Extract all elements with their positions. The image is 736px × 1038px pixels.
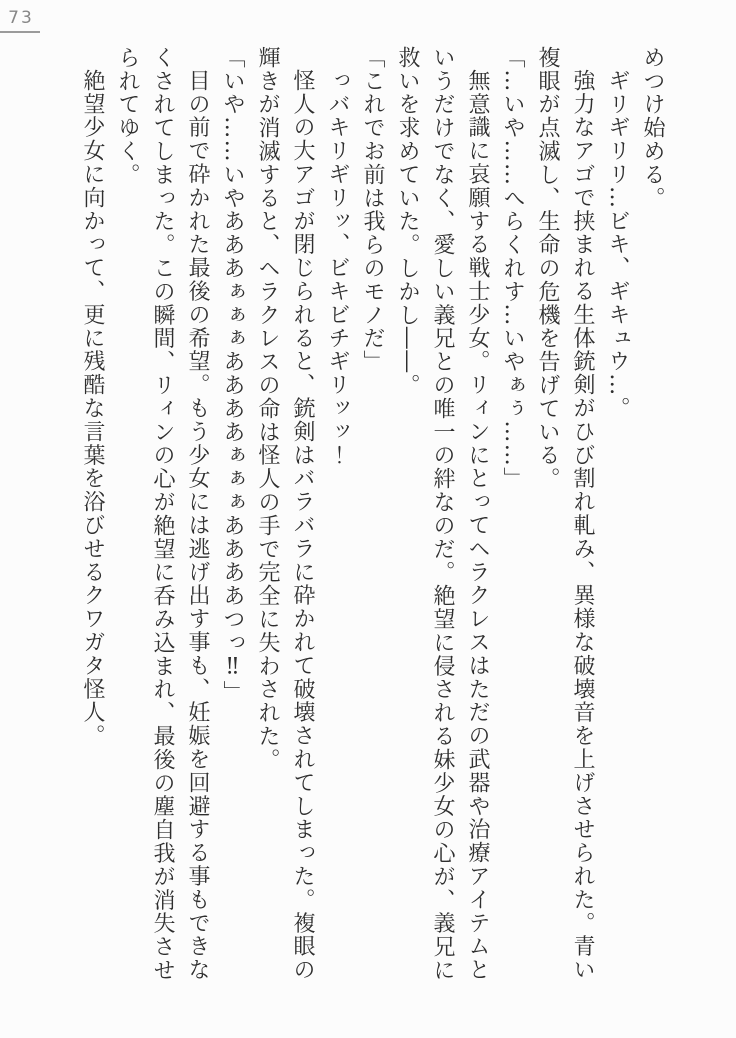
body-text	[75, 46, 670, 986]
paragraph-narration-bayonet-cracking: 強力なアゴで挟まれる生体銃剣がひび割れ軋み、異様な破壊音を上げさせられた。青い複眼が点滅し、生命の危機を告げている。	[535, 46, 595, 982]
paragraph-dialogue-plea: 「…いや……へらくれす…いやぁぅ……」	[500, 46, 525, 491]
paragraph-narration-bond: 無意識に哀願する戦士少女。リィンにとってヘラクレスはただの武器や治療アイテムというだけでなく、愛しい義兄との唯一の絆なのだ。絶望に侵される妹少女の心が、義兄に救いを求めていた。しかし――。	[395, 46, 490, 982]
page-number: 73	[0, 6, 40, 33]
paragraph-sfx-creak: ギリギリリ…ビキ、ギキュウ…。	[605, 69, 630, 420]
paragraph-dialogue-kaijin: 「これでお前は我らのモノだ」	[360, 46, 385, 374]
paragraph-dialogue-scream: 「いや……いやあああぁぁぁああああぁぁぁああああつっ‼」	[220, 46, 245, 705]
paragraph-narration-kuwagata: 絶望少女に向かって、更に残酷な言葉を浴びせるクワガタ怪人。	[80, 69, 105, 748]
paragraph-narration-despair: 目の前で砕かれた最後の希望。もう少女には逃げ出す事も、妊娠を回避する事もできなくされてしまった。この瞬間、リィンの心が絶望に呑み込まれ、最後の塵自我が消失させられてゆく。	[115, 46, 210, 982]
paragraph-narration-destroyed: 怪人の大アゴが閉じられると、銃剣はバラバラに砕かれて破壊されてしまった。複眼の輝きが消滅すると、ヘラクレスの命は怪人の手で完全に失わされた。	[255, 46, 315, 982]
paragraph-sfx-crush: っバキリギリッ、ビキビチギリッッ！	[325, 69, 350, 467]
paragraph-continuation: めつけ始める。	[640, 46, 665, 210]
